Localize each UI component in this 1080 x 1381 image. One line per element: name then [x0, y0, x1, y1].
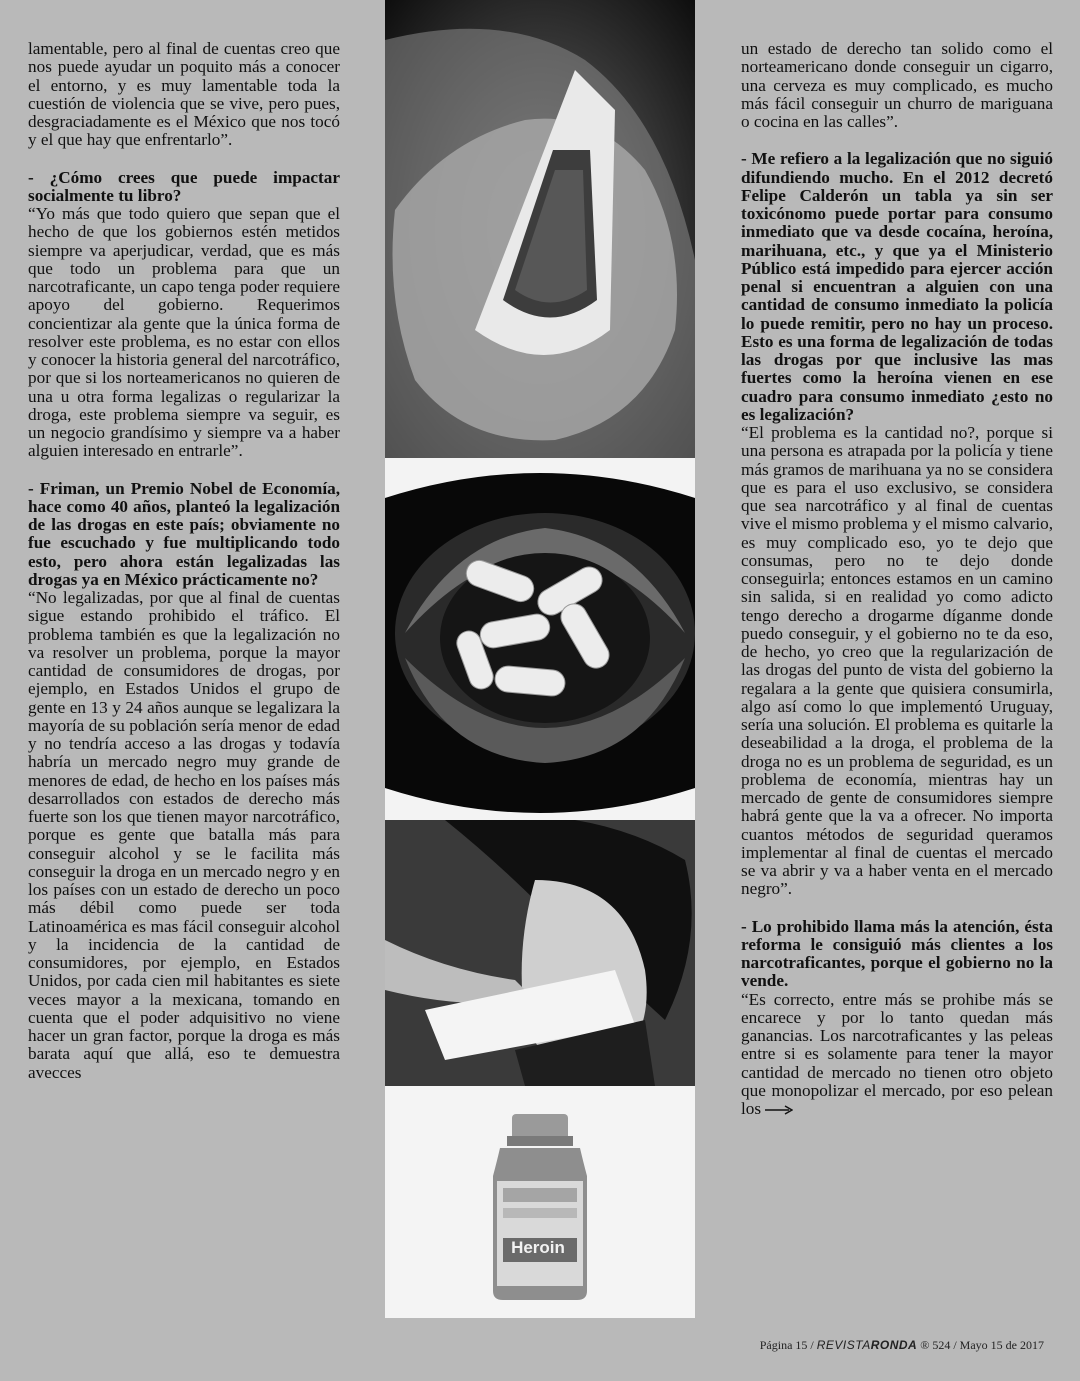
paragraph: lamentable, pero al final de cuentas creo que nos puede ayudar un poquito más a conocer el entorno, y es muy lamentable toda la cuestión de violencia que se vive, pero pues, desgraciadamente es el México que nos tocó y el que hay que enfrentarlo”.	[28, 39, 340, 150]
pills-in-mouth-photo	[385, 458, 695, 820]
right-text-column	[741, 40, 1053, 1118]
interview-question: - ¿Cómo crees que puede impactar socialmente tu libro?	[28, 167, 340, 205]
bottle-label-text: Heroin	[511, 1238, 565, 1257]
interview-answer: “No legalizadas, por que al final de cuentas sigue estando prohibido el tráfico. El problema también es que la legalización no va resolver un problema, porque la mayor cantidad de consumidores de drogas, por ejemplo, en Estados Unidos el grupo de gente en 13 y 24 años aunque se legalizara la mayoría de su población sería menor de edad y no tendría acceso a las drogas y todavía habría un mercado negro muy grande de menores de edad, de hecho en los países más desarrollados con estados de derecho más fuerte son los que tienen mayor narcotráfico, porque es gente que batalla más para conseguir alcohol y se le facilita más conseguir la droga en un mercado negro y en los países con un estado de derecho un poco más débil como puede ser toda Latinoamérica es mas fácil conseguir alcohol y la incidencia de la cantidad de consumidores, por ejemplo, en Estados Unidos, por cada cien mil habitantes es siete veces mayor a la mexicana, tomando en cuenta que el poder adquisitivo no viene hacer un gran factor, porque la droga es más barata aquí que allá, eso te demuestra avecces	[28, 588, 340, 1082]
interview-question: - Me refiero a la legalización que no siguió difundiendo mucho. En el 2012 decretó Felipe Calderón un tabla ya sin ser toxicónomo puede portar para consumo inmediato que va desde cocaína, heroína, marihuana, etc., y que ya el Ministerio Público está impedido para ejercer acción penal si encuentran a alguien con una cantidad de consumo inmediato la policía lo puede remitir, pero no hay un proceso. Esto es una forma de legalización de todas las drogas por que inclusive las mas fuertes como la heroína vienen en ese cuadro para consumo inmediato ¿esto no es legalización?	[741, 149, 1053, 424]
left-text-column	[28, 40, 340, 1082]
heroin-bottle-photo	[385, 1086, 695, 1318]
joint-rolling-photo	[385, 0, 695, 458]
paragraph: un estado de derecho tan solido como el norteamericano donde conseguir un cigarro, una cerveza es muy complicado, es mucho más fácil conseguir un churro de mariguana o cocina en las calles”.	[741, 39, 1053, 131]
interview-answer: “El problema es la cantidad no?, porque si una persona es atrapada por la policía y tiene más gramos de marihuana ya no se considera que es para el uso exclusivo, se considera que sea narcotráfico y al final de cuentas vive el mismo problema y el mismo calvario, es muy complicado eso, yo te dejo que consumas, pero no te dejo donde conseguirla; entonces estamos en un camino sin salida, si en realidad yo como adicto tengo derecho a drogarme díganme donde puedo conseguir, y el gobierno no te da eso, de hecho, yo creo que la regularización de las drogas del punto de vista del gobierno la regalara a la gente que quisiera consumirla, algo así como lo que implementó Uruguay, sería una solución. El problema es quitarle la deseabilidad a la droga, el problema de la droga no es un problema de seguridad, es un problema de economía, mientras hay un mercado de gente de consumidores siempre habrá gente que la va a ofrecer. No importa cuantos métodos de seguridad queramos implementar al final de cuentas el mercado se va abrir y va a haber venta en el mercado negro”.	[741, 423, 1053, 899]
woman-snorting-photo	[385, 820, 695, 1086]
interview-answer: “Yo más que todo quiero que sepan que el hecho de que los gobiernos estén metidos siempre va aperjudicar, verdad, que es más que todo un problema para que un narcotraficante, un capo tenga poder requiere apoyo del gobierno. Requerimos concientizar ala gente que la única forma de resolver este problema, es no estar con ellos y conocer la historia general del narcotráfico, por que si los norteamericanos no quieren de una u otra forma legalizas o regularizar la droga, este problema siempre va seguir, es un negocio grandísimo y siempre va a haber alguien interesado en entrarle”.	[28, 204, 340, 461]
continue-arrow-icon	[765, 1104, 793, 1116]
issue-info: ® 524 / Mayo 15 de 2017	[920, 1338, 1044, 1352]
page-footer	[760, 1338, 1044, 1353]
page-number: Página 15 /	[759, 1338, 814, 1352]
interview-question: - Lo prohibido llama más la atención, ésta reforma le consiguió más clientes a los narcotraficantes, porque el gobierno no la vende.	[741, 916, 1053, 991]
interview-question: - Friman, un Premio Nobel de Economía, hace como 40 años, planteó la legalización de las drogas en este país; obviamente no fue escuchado y fue multiplicando todo esto, pero ahora están legalizadas las drogas ya en México prácticamente no?	[28, 478, 340, 589]
interview-answer: “Es correcto, entre más se prohibe más se encarece y por lo tanto quedan más ganancias. Los narcotraficantes y las peleas entre si es solamente para tener la mayor cantidad de mercado no tienen otro objeto que monopolizar el mercado, por eso pelean los	[741, 989, 1053, 1118]
magazine-logo: REVISTARONDA	[816, 1338, 918, 1352]
